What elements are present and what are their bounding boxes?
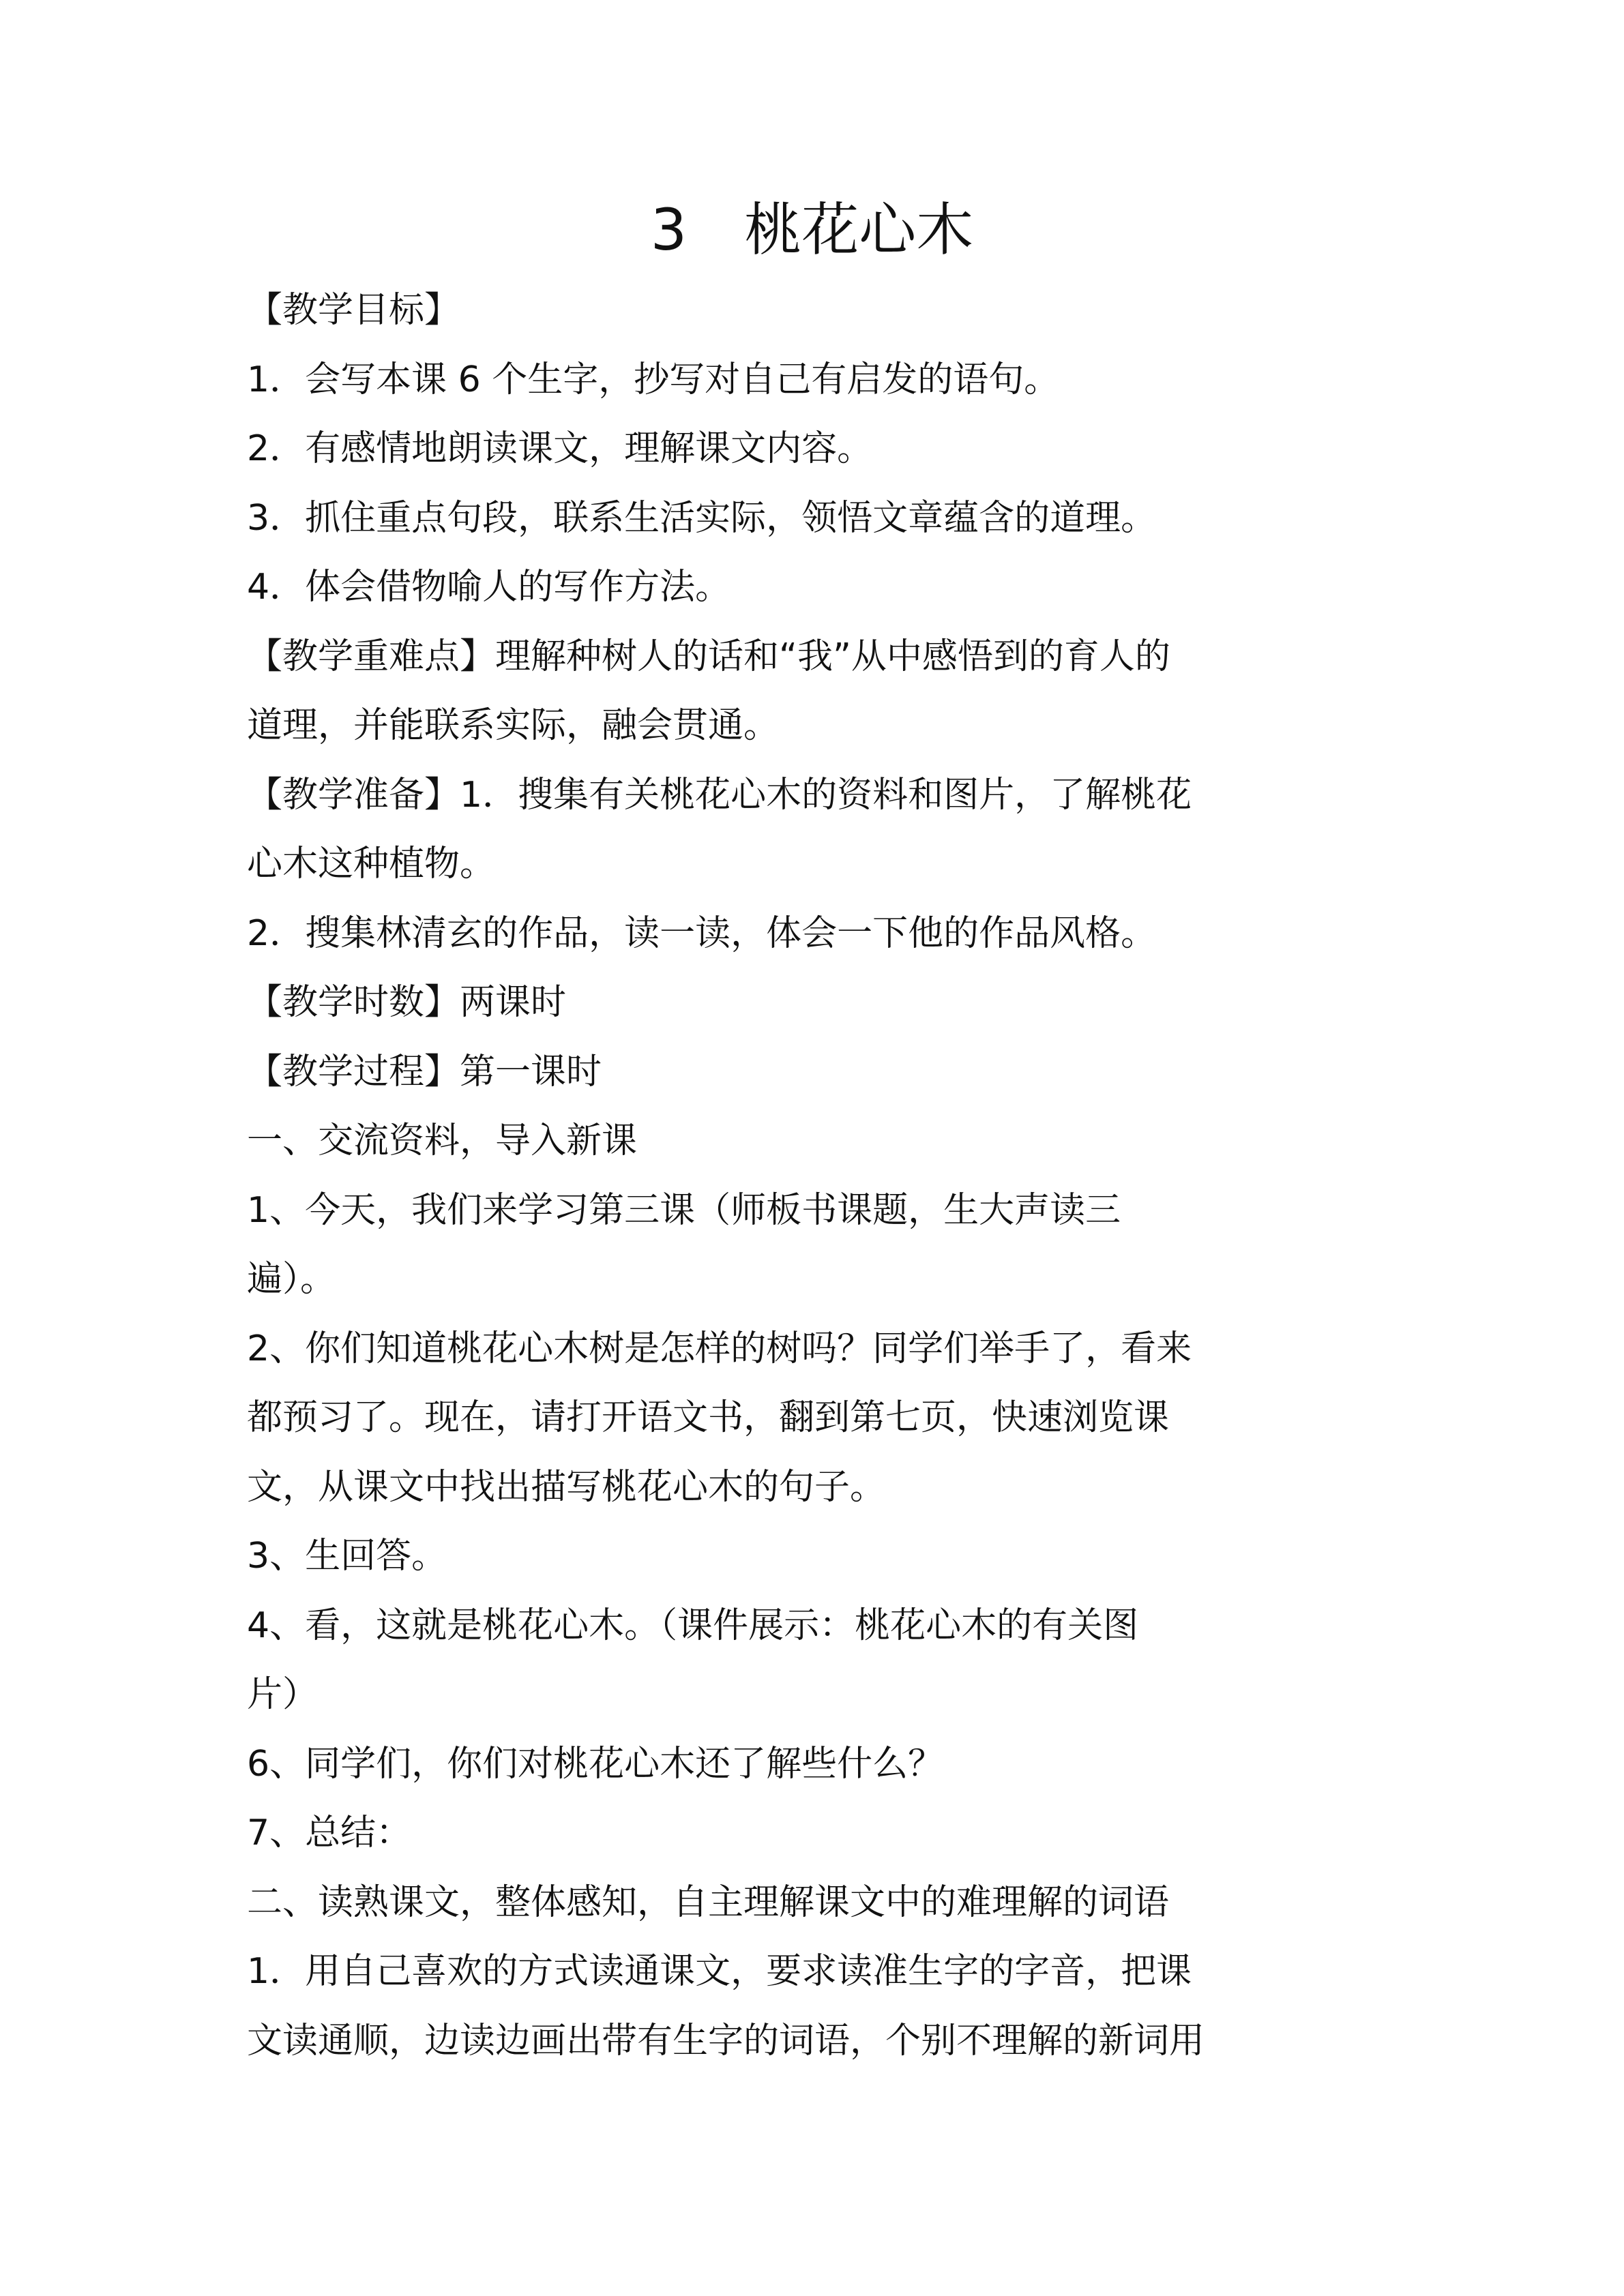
text-line: 1、今天，我们来学习第三课（师板书课题，生大声读三: [247, 1189, 1121, 1231]
text-line: 1．会写本课 6 个生字，抄写对自己有启发的语句。: [247, 359, 1060, 400]
text-line: 一、交流资料，导入新课: [247, 1120, 638, 1161]
text-line: 文，从课文中找出描写桃花心木的句子。: [247, 1466, 886, 1508]
text-line: 4．体会借物喻人的写作方法。: [247, 567, 731, 608]
text-line: 【教学重难点】理解种树人的话和“我”从中感悟到的育人的: [247, 636, 1170, 677]
text-line: 文读通顺，边读边画出带有生字的词语，个别不理解的新词用: [247, 2020, 1205, 2061]
text-line: 2、你们知道桃花心木树是怎样的树吗？同学们举手了，看来: [247, 1328, 1192, 1369]
text-line: 遍）。: [247, 1259, 336, 1300]
document-body: [247, 276, 1311, 2076]
text-line: 7、总结：: [247, 1813, 412, 1853]
text-line: 二、读熟课文，整体感知，自主理解课文中的难理解的词语: [247, 1881, 1170, 1923]
text-line: 6、同学们，你们对桃花心木还了解些什么？: [247, 1743, 944, 1785]
text-line: 心木这种植物。: [247, 844, 496, 884]
text-line: 【教学时数】两课时: [247, 982, 567, 1023]
text-line: 4、看，这就是桃花心木。（课件展示：桃花心木的有关图: [247, 1605, 1139, 1646]
text-line: 1．用自己喜欢的方式读通课文，要求读准生字的字音，把课: [247, 1951, 1192, 1992]
text-line: 3．抓住重点句段，联系生活实际，领悟文章蕴含的道理。: [247, 497, 1157, 539]
text-line: 3、生回答。: [247, 1536, 447, 1577]
text-line: 都预习了。现在，请打开语文书，翻到第七页，快速浏览课: [247, 1397, 1170, 1438]
text-line: 2．有感情地朗读课文，理解课文内容。: [247, 428, 873, 469]
page-title: 3 桃花心木: [650, 196, 974, 263]
text-line: 道理，并能联系实际，融会贯通。: [247, 705, 780, 746]
text-line: 【教学目标】: [247, 290, 460, 331]
text-line: 片）: [247, 1674, 319, 1715]
text-line: 【教学过程】第一课时: [247, 1051, 602, 1092]
text-line: 【教学准备】1．搜集有关桃花心木的资料和图片，了解桃花: [247, 774, 1192, 816]
text-line: 2．搜集林清玄的作品，读一读，体会一下他的作品风格。: [247, 912, 1157, 954]
